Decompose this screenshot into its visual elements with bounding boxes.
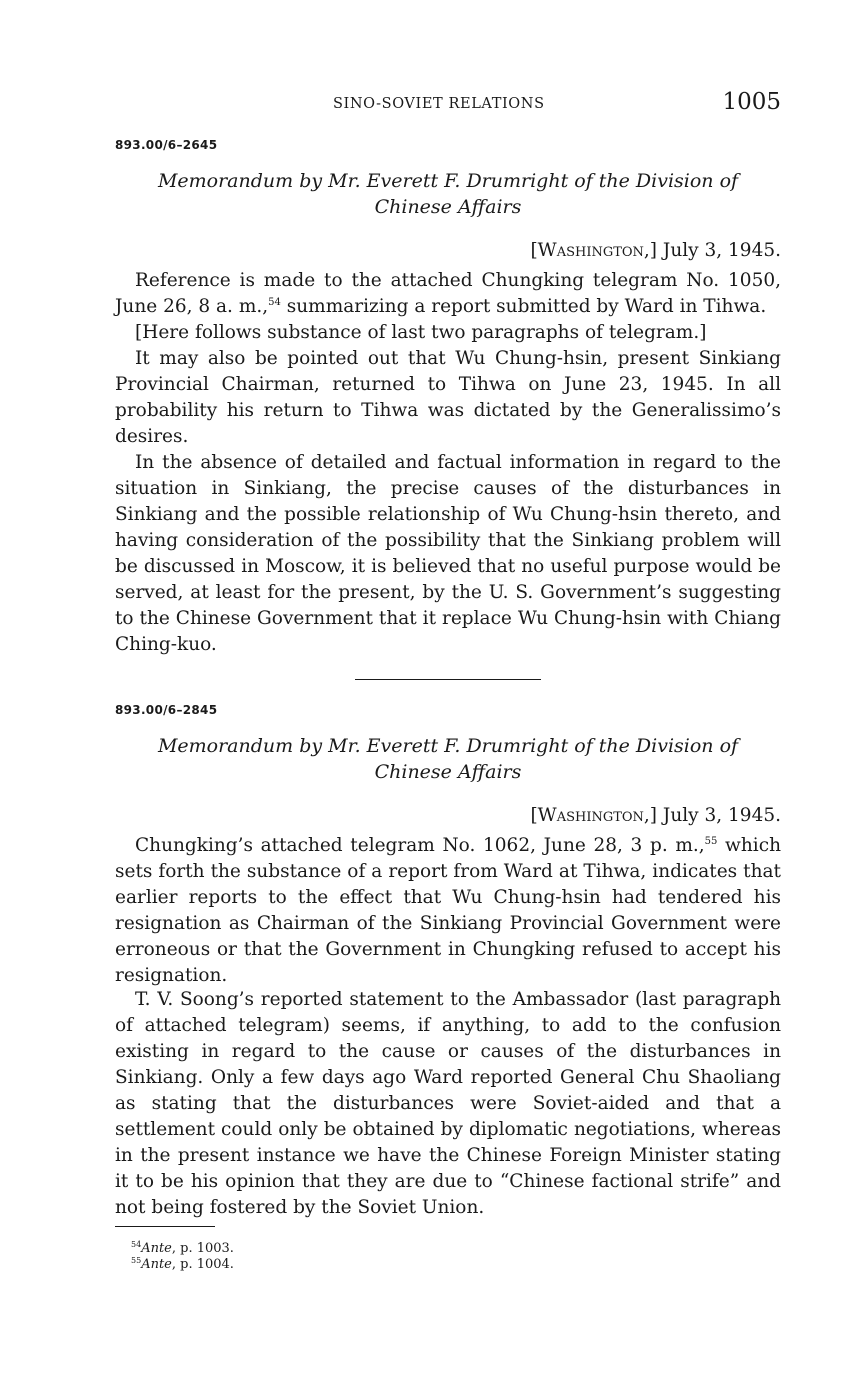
footnote bbox=[131, 1241, 234, 1256]
footnote-ref-word: Ante bbox=[141, 1241, 172, 1256]
date: July 3, 1945. bbox=[657, 805, 781, 826]
paragraph bbox=[115, 268, 781, 320]
memo-title-2 bbox=[115, 733, 781, 785]
memo-title-line: Memorandum by Mr. Everett F. Drumright of the Division of bbox=[157, 170, 739, 192]
footnote-ref: 55 bbox=[704, 836, 718, 847]
footnote-ref-word: Ante bbox=[141, 1257, 172, 1272]
footnote-text: , p. 1003. bbox=[171, 1241, 234, 1256]
paragraph-text: summarizing a report submitted by Ward in Tihwa. bbox=[280, 296, 767, 317]
footnote-mark: 55 bbox=[131, 1256, 142, 1265]
memo-title-line: Memorandum by Mr. Everett F. Drumright of the Division of bbox=[157, 735, 739, 757]
date-place: [Washington,] bbox=[530, 240, 658, 261]
footnote-divider bbox=[115, 1226, 215, 1227]
section-divider bbox=[355, 679, 541, 680]
date-place: [Washington,] bbox=[530, 805, 658, 826]
paragraph bbox=[115, 833, 781, 989]
paragraph-text: which sets forth the substance of a report from Ward at Tihwa, indicates that earlier reports to the effect that Wu Chung-hsin had tendered his resignation as Chairman of the Sinkiang Provincial Government were erroneous or that the Government in Chungking refused to accept his resignation. bbox=[115, 835, 781, 986]
memo-title-line: Chinese Affairs bbox=[374, 196, 522, 218]
footnote-ref: 54 bbox=[268, 297, 281, 308]
paragraph: It may also be pointed out that Wu Chung-hsin, present Sinkiang Provincial Chairman, returned to Tihwa on June 23, 1945. In all probability his return to Tihwa was dictated by the Generalissimo’s desires. bbox=[115, 348, 781, 447]
paragraph: In the absence of detailed and factual information in regard to the situation in Sinkiang, the precise causes of the disturbances in Sinkiang and the possible relationship of Wu Chung-hsin thereto, and having consideration of the possibility that the Sinkiang problem will be discussed in Moscow, it is believed that no useful purpose would be served, at least for the present, by the U. S. Government’s suggesting to the Chinese Government that it replace Wu Chung-hsin with Chiang Ching-kuo. bbox=[115, 452, 781, 655]
dateline-2 bbox=[530, 805, 781, 826]
paragraph: [Here follows substance of last two paragraphs of telegram.] bbox=[135, 322, 707, 343]
memo-title-1 bbox=[115, 168, 781, 220]
footnote bbox=[131, 1257, 234, 1272]
file-number-1: 893.00/6–2645 bbox=[115, 138, 218, 152]
paragraph-text: Reference is made to the attached Chungking telegram No. 1050, June 26, 8 a. m., bbox=[115, 270, 781, 317]
paragraph-text: Chungking’s attached telegram No. 1062, June 28, 3 p. m., bbox=[135, 835, 705, 856]
footnote-text: , p. 1004. bbox=[171, 1257, 234, 1272]
running-header bbox=[115, 89, 781, 122]
page-number: 1005 bbox=[722, 89, 781, 115]
file-number-2: 893.00/6–2845 bbox=[115, 703, 218, 717]
paragraph: T. V. Soong’s reported statement to the Ambassador (last paragraph of attached telegram) seems, if anything, to add to the confusion existing in regard to the cause or causes of the disturbances in Sinkiang. Only a few days ago Ward reported General Chu Shaoliang as stating that the disturbances were Soviet-aided and that a settlement could only be obtained by diplomatic negotiations, whereas in the present instance we have the Chinese Foreign Minister stating it to be his opinion that they are due to “Chinese factional strife” and not being fostered by the Soviet Union. bbox=[115, 989, 781, 1218]
footnote-mark: 54 bbox=[131, 1240, 142, 1249]
date: July 3, 1945. bbox=[657, 240, 781, 261]
running-title: SINO-SOVIET RELATIONS bbox=[333, 96, 545, 112]
memo-title-line: Chinese Affairs bbox=[374, 761, 522, 783]
dateline-1 bbox=[530, 240, 781, 261]
